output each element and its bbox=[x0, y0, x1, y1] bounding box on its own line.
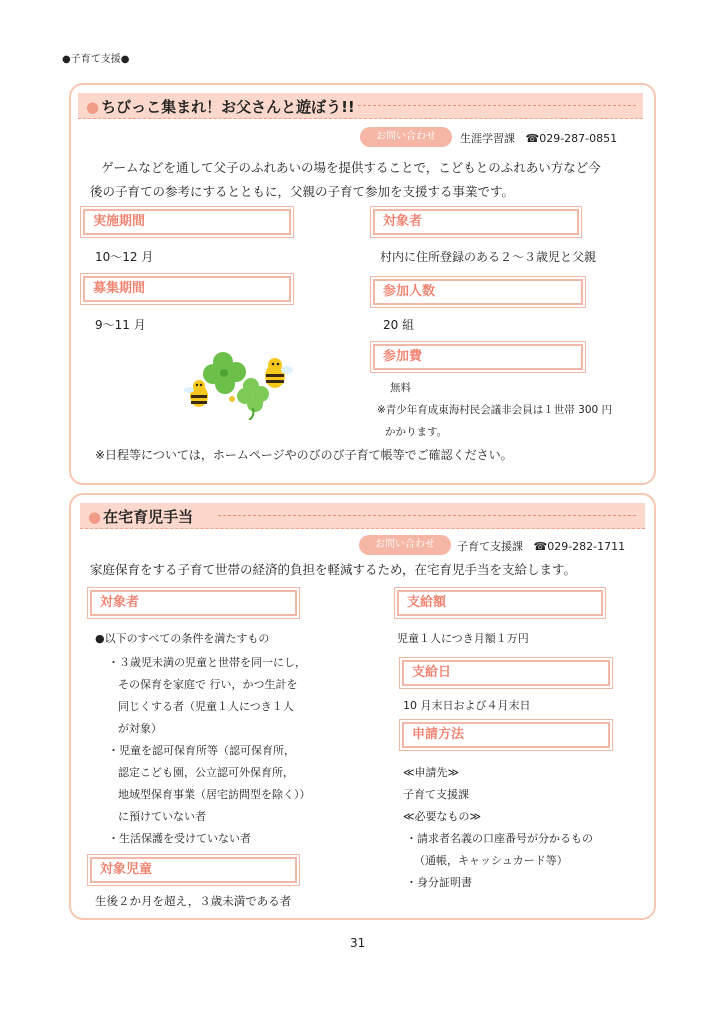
event-contact bbox=[460, 130, 617, 146]
allowance-title-bar bbox=[80, 503, 645, 529]
apply-line: ≪必要なもの≫ bbox=[403, 810, 482, 823]
condition-line: 地域型保育事業（居宅訪問型を除く）） bbox=[118, 788, 311, 801]
section-tag: ●子育て支援● bbox=[62, 54, 130, 65]
payday-value: 10 月末日および４月末日 bbox=[403, 699, 531, 712]
apply-label: 申請方法 bbox=[402, 722, 610, 748]
allowance-target-label: 対象者 bbox=[90, 590, 297, 616]
child-label: 対象児童 bbox=[90, 857, 297, 883]
condition-line: に預けていない者 bbox=[118, 810, 206, 823]
fee-note-cont: かかります。 bbox=[385, 426, 448, 438]
condition-line: その保育を家庭で 行い，かつ生計を bbox=[118, 678, 298, 691]
event-title-bar bbox=[78, 93, 643, 119]
allowance-title: ● 在宅育児手当 bbox=[88, 508, 194, 526]
clover-small-icon bbox=[237, 378, 269, 420]
condition-line: ・児童を認可保育所等（認可保育所， bbox=[108, 744, 295, 757]
bee-left-icon bbox=[184, 380, 208, 407]
event-title: ● ちびっこ集まれ！お父さんと遊ぼう!! bbox=[86, 98, 355, 116]
event-intro-line1: ゲームなどを通して父子のふれあいの場を提供することで，こどもとのふれあい方など今 bbox=[101, 160, 601, 175]
capacity-label: 参加人数 bbox=[373, 279, 583, 305]
capacity-value: 20 組 bbox=[383, 318, 415, 332]
contact-phone: ☎029-287-0851 bbox=[525, 132, 618, 145]
clover-bee-illustration bbox=[183, 350, 295, 420]
inquiry-badge: お問い合わせ bbox=[360, 127, 452, 147]
conditions-header: ●以下のすべての条件を満たすもの bbox=[95, 632, 270, 645]
bee-right-icon bbox=[265, 358, 293, 388]
fee-note: ※青少年育成東海村民会議非会員は１世帯 300 円 bbox=[377, 404, 613, 416]
event-footer-note: ※日程等については，ホームページやのびのび子育て帳等でご確認ください。 bbox=[95, 448, 513, 462]
title-bullet-icon: ● bbox=[86, 98, 100, 116]
payday-label: 支給日 bbox=[402, 660, 610, 686]
recruit-label: 募集期間 bbox=[83, 276, 291, 302]
title-bullet-icon: ● bbox=[88, 508, 102, 526]
fee-label: 参加費 bbox=[373, 344, 583, 370]
target-label: 対象者 bbox=[373, 209, 579, 235]
apply-line: （通帳，キャッシュカード等） bbox=[414, 854, 568, 867]
target-value: 村内に住所登録のある２～３歳児と父親 bbox=[380, 250, 597, 264]
fee-value: 無料 bbox=[390, 382, 411, 394]
condition-line: 認定こども園，公立認可外保育所， bbox=[118, 766, 294, 779]
apply-line: ≪申請先≫ bbox=[403, 766, 460, 779]
apply-line: ・請求者名義の口座番号が分かるもの bbox=[406, 832, 593, 845]
condition-line: 同じくする者（児童１人につき１人 bbox=[118, 700, 294, 713]
condition-line: ・生活保護を受けていない者 bbox=[108, 832, 251, 845]
child-value: 生後２か月を超え，３歳未満である者 bbox=[95, 894, 292, 908]
allowance-contact bbox=[457, 538, 625, 554]
amount-label: 支給額 bbox=[397, 590, 603, 616]
page-number: 31 bbox=[350, 936, 366, 950]
amount-value: 児童１人につき月額１万円 bbox=[397, 632, 529, 645]
clover-large-icon bbox=[203, 352, 246, 394]
flower-dot-icon bbox=[229, 396, 235, 402]
apply-line: 子育て支援課 bbox=[403, 788, 469, 801]
contact-dept: 生涯学習課 bbox=[460, 132, 515, 145]
period-label: 実施期間 bbox=[83, 209, 291, 235]
contact-phone: ☎029-282-1711 bbox=[533, 540, 626, 553]
condition-line: ・３歳児未満の児童と世帯を同一にし， bbox=[108, 656, 306, 669]
apply-line: ・身分証明書 bbox=[406, 876, 472, 889]
event-intro-line2: 後の子育ての参考にするとともに，父親の子育て参加を支援する事業です。 bbox=[90, 184, 515, 199]
inquiry-badge: お問い合わせ bbox=[359, 535, 451, 555]
title-dash-line bbox=[218, 515, 636, 516]
condition-line: が対象） bbox=[118, 722, 162, 735]
period-value: 10～12 月 bbox=[95, 250, 154, 264]
allowance-intro: 家庭保育をする子育て世帯の経済的負担を軽減するため，在宅育児手当を支給します。 bbox=[90, 562, 577, 577]
title-dash-line bbox=[358, 105, 636, 106]
contact-dept: 子育て支援課 bbox=[457, 540, 523, 553]
recruit-value: 9～11 月 bbox=[95, 318, 146, 332]
